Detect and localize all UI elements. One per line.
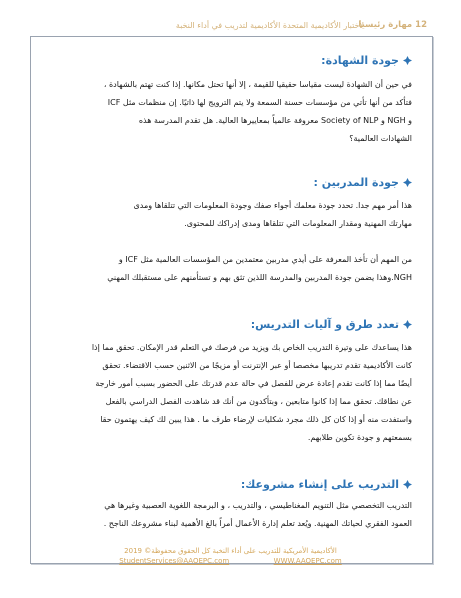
paragraph-line: فتأكد من أنها تأتي من مؤسسات حسنة السمعة ولا يتم الترويج لها ذاتيًا. إن منظمات مثل ICF	[107, 98, 412, 107]
diamond-bullet-icon	[403, 320, 412, 329]
paragraph-line: واستفدت منه أو إذا كان كل ذلك مجرد شكليات لإرضاء طرف ما . هذا يبين لك كيف يهتمون حقا	[100, 415, 412, 424]
paragraph-line: الشهادات العالمية؟	[349, 134, 412, 143]
paragraph-line: العمود الفقري لحياتك المهنية. ويُعد تعلم إدارة الأعمال أمراً بالغ الأهمية لبناء مشروعك الناجح .	[103, 519, 412, 528]
section-heading	[54, 176, 412, 189]
paragraph-line: عن نطاقك. تحقق مما إذا كانوا متابعين ، وبتأكدون من أنك قد شاهدت الفصل الدراسي بالفعل	[105, 397, 412, 406]
footer-website-link[interactable]: WWW.AAOEPC.com	[273, 557, 342, 565]
paragraph-line: مهارتك المهنية ومقدار المعلومات التي تتلقاها ومدى إدراكك للمحتوى.	[184, 219, 412, 228]
section-heading-text: التدريب على إنشاء مشروعك:	[240, 478, 399, 491]
paragraph-line: بسمعتهم و جودة تكوين طلابهم.	[307, 433, 412, 442]
paragraph-line: من المهم أن تأخذ المعرفة على أيدي مدربين معتمدين من المؤسسات العالمية مثل ICF و	[118, 255, 412, 264]
diamond-bullet-icon	[403, 178, 412, 187]
footer-email-link[interactable]: StudentServices@AAOEPC.com	[119, 557, 230, 565]
paragraph-line: هذا أمر مهم جدا. تحدد جودة معلمك أجواء صفك وجودة المعلومات التي تتلقاها ومدى	[133, 201, 412, 210]
header-title: لأختبار الأكاديمية المتحدة الأكاديمية لتدريب في أداء النخبة	[175, 21, 364, 30]
paragraph-line: كانت الأكاديمية تقدم تدريبها مخصصا أو عبر الإنترنت أو مزيجًا من الاثنين حسب الاقتضاء. تحقق	[102, 361, 412, 370]
header-page-label: 12 مهارة رئيسيا	[358, 20, 427, 30]
section-heading-text: جودة المدربين :	[313, 176, 399, 189]
page-footer	[30, 546, 431, 576]
section-heading	[54, 478, 412, 491]
paragraph-line: هذا يساعدك على وتيرة التدريب الخاص بك ويزيد من فرصك في التعلم قدر الإمكان. تحقق مما إذا	[91, 343, 412, 352]
section-teaching-methods	[54, 318, 412, 447]
section-project-training	[54, 478, 412, 533]
section-heading-text: جودة الشهادة:	[321, 54, 399, 67]
diamond-bullet-icon	[403, 56, 412, 65]
section-heading	[54, 318, 412, 331]
page-header	[30, 18, 432, 37]
paragraph-line: التدريب التخصصي مثل التنويم المغناطيسي ، والتدريب ، و البرمجة اللغوية العصبية وغيرها هي	[104, 501, 412, 510]
section-heading	[54, 54, 412, 67]
paragraph-line: NGH.وهذا يضمن جودة المدربين والمدرسة اللذين تثق بهم و تستأمنهم على مستقبلك المهني	[107, 273, 412, 282]
section-certificate-quality	[54, 54, 412, 148]
paragraph-spacer	[54, 233, 412, 251]
section-heading-text: تعدد طرق و آليات التدريس:	[250, 318, 399, 331]
paragraph-line: أيضًا مما إذا كانت تقدم إعادة عرض للفصل في حالة عدم قدرتك على الحضور بسبب أمور خارجة	[95, 379, 412, 388]
paragraph-line: و NGH و Society of NLP معروفة عالمياً بمعاييرها العالية. هل تقدم المدرسة هذه	[138, 116, 412, 125]
section-trainer-quality	[54, 176, 412, 287]
paragraph-line: في حين أن الشهادة ليست مقياسا حقيقيا للقيمة ، إلا أنها تحتل مكانها. إذا كنت تهتم بالشهادة ،	[103, 80, 412, 89]
diamond-bullet-icon	[403, 480, 412, 489]
footer-links	[30, 556, 431, 566]
footer-copyright: الأكاديمية الأمريكية للتدريب على أداء النخبة كل الحقوق محفوظة© 2019	[124, 547, 337, 555]
